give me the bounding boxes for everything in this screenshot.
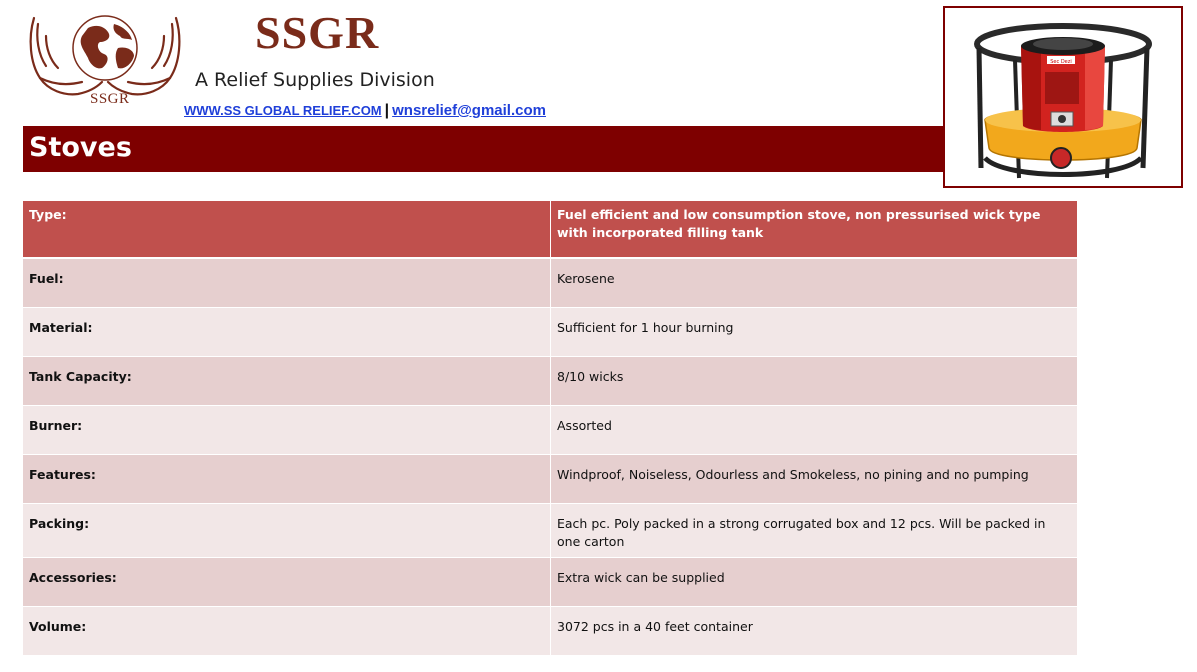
spec-value: Kerosene	[551, 258, 1078, 308]
spec-label: Volume:	[23, 607, 551, 656]
spec-header-label: Type:	[23, 201, 551, 258]
spec-label: Burner:	[23, 406, 551, 455]
globe-icon	[73, 16, 137, 80]
table-row	[23, 258, 1078, 308]
website-link[interactable]: WWW.SS GLOBAL RELIEF.COM	[184, 103, 382, 118]
email-link[interactable]: wnsrelief@gmail.com	[392, 102, 546, 119]
title-banner	[23, 126, 948, 172]
table-row	[23, 308, 1078, 357]
table-row	[23, 558, 1078, 607]
spec-table	[23, 201, 1078, 656]
link-separator: |	[384, 102, 390, 119]
spec-value: Assorted	[551, 406, 1078, 455]
spec-label: Features:	[23, 455, 551, 504]
stove-brand-label: Sec Dezi	[1050, 59, 1072, 65]
table-row	[23, 357, 1078, 406]
contact-links	[184, 102, 546, 120]
spec-value: 3072 pcs in a 40 feet container	[551, 607, 1078, 656]
table-row	[23, 455, 1078, 504]
table-row	[23, 406, 1078, 455]
spec-label: Fuel:	[23, 258, 551, 308]
spec-label: Packing:	[23, 504, 551, 558]
brand-name: SSGR	[255, 7, 380, 58]
logo-caption: SSGR	[90, 91, 130, 107]
spec-label: Accessories:	[23, 558, 551, 607]
spec-value: 8/10 wicks	[551, 357, 1078, 406]
table-row	[23, 504, 1078, 558]
page-title: Stoves	[29, 132, 132, 163]
kerosene-stove-image	[945, 8, 1181, 186]
spec-label: Material:	[23, 308, 551, 357]
spec-value: Each pc. Poly packed in a strong corrugated box and 12 pcs. Will be packed in one carton	[551, 504, 1078, 558]
division-subtitle: A Relief Supplies Division	[195, 69, 435, 91]
spec-header-row	[23, 201, 1078, 258]
product-image-frame	[943, 6, 1183, 188]
spec-value: Windproof, Noiseless, Odourless and Smokeless, no pining and no pumping	[551, 455, 1078, 504]
spec-value: Sufficient for 1 hour burning	[551, 308, 1078, 357]
spec-value: Extra wick can be supplied	[551, 558, 1078, 607]
spec-header-value: Fuel efficient and low consumption stove, non pressurised wick type with incorporated filling tank	[551, 201, 1078, 258]
spec-label: Tank Capacity:	[23, 357, 551, 406]
table-row	[23, 607, 1078, 656]
